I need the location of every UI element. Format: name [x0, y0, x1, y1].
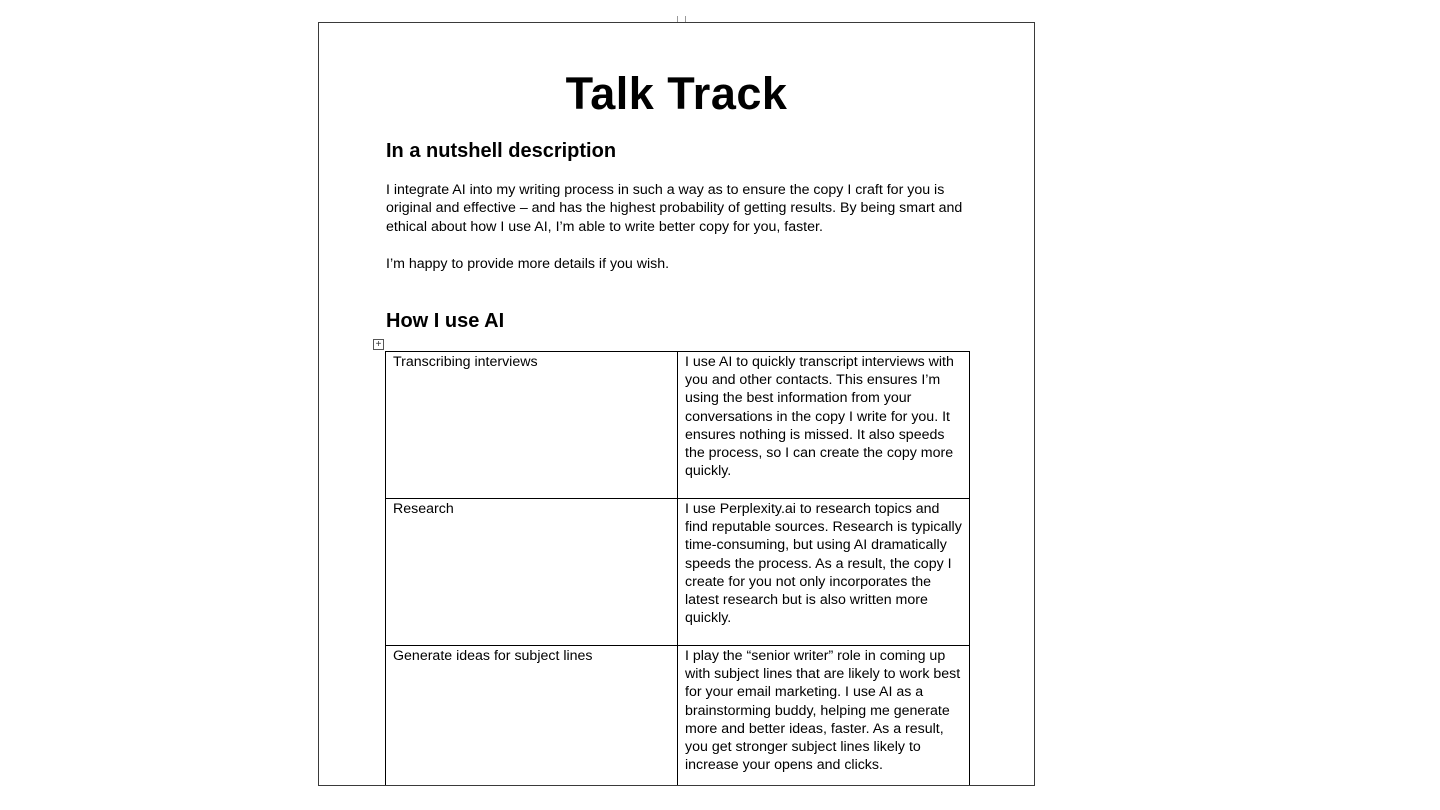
table-cell-task[interactable]: Generate ideas for subject lines [386, 646, 678, 787]
table-row [386, 352, 970, 499]
table-cell-task[interactable]: Research [386, 499, 678, 646]
ai-usage-table[interactable] [385, 351, 970, 786]
table-cell-detail[interactable]: I use Perplexity.ai to research topics and find reputable sources. Research is typically time-consuming, but using AI dramatically speeds the process. As a result, the copy I create for you not only incorporates the latest research but is also written more quickly. [678, 499, 970, 646]
table-cell-task[interactable]: Transcribing interviews [386, 352, 678, 499]
section-heading-nutshell[interactable]: In a nutshell description [386, 140, 617, 162]
table-cell-detail[interactable]: I use AI to quickly transcript interviews with you and other contacts. This ensures I’m using the best information from your conversations in the copy I write for you. It ensures nothing is missed. It also speeds the process, so I can create the copy more quickly. [678, 352, 970, 499]
move-cross-icon[interactable]: + [373, 339, 384, 350]
table-row [386, 646, 970, 787]
table-row [386, 499, 970, 646]
nutshell-paragraph-1[interactable]: I integrate AI into my writing process in such a way as to ensure the copy I craft for you is original and effective – and has the highest probability of getting results. By being smart and ethical about how I use AI, I’m able to write better copy for you, faster. [386, 182, 963, 235]
section-heading-how-i-use-ai[interactable]: How I use AI [386, 310, 505, 332]
document-title[interactable]: Talk Track [565, 68, 788, 119]
table-cell-detail[interactable]: I play the “senior writer” role in coming up with subject lines that are likely to work best for your email marketing. I use AI as a brainstorming buddy, helping me generate more and better ideas, faster. As a result, you get stronger subject lines likely to increase your opens and clicks. [678, 646, 970, 787]
nutshell-paragraph-2[interactable]: I’m happy to provide more details if you wish. [386, 256, 670, 272]
document-page [318, 22, 1035, 786]
